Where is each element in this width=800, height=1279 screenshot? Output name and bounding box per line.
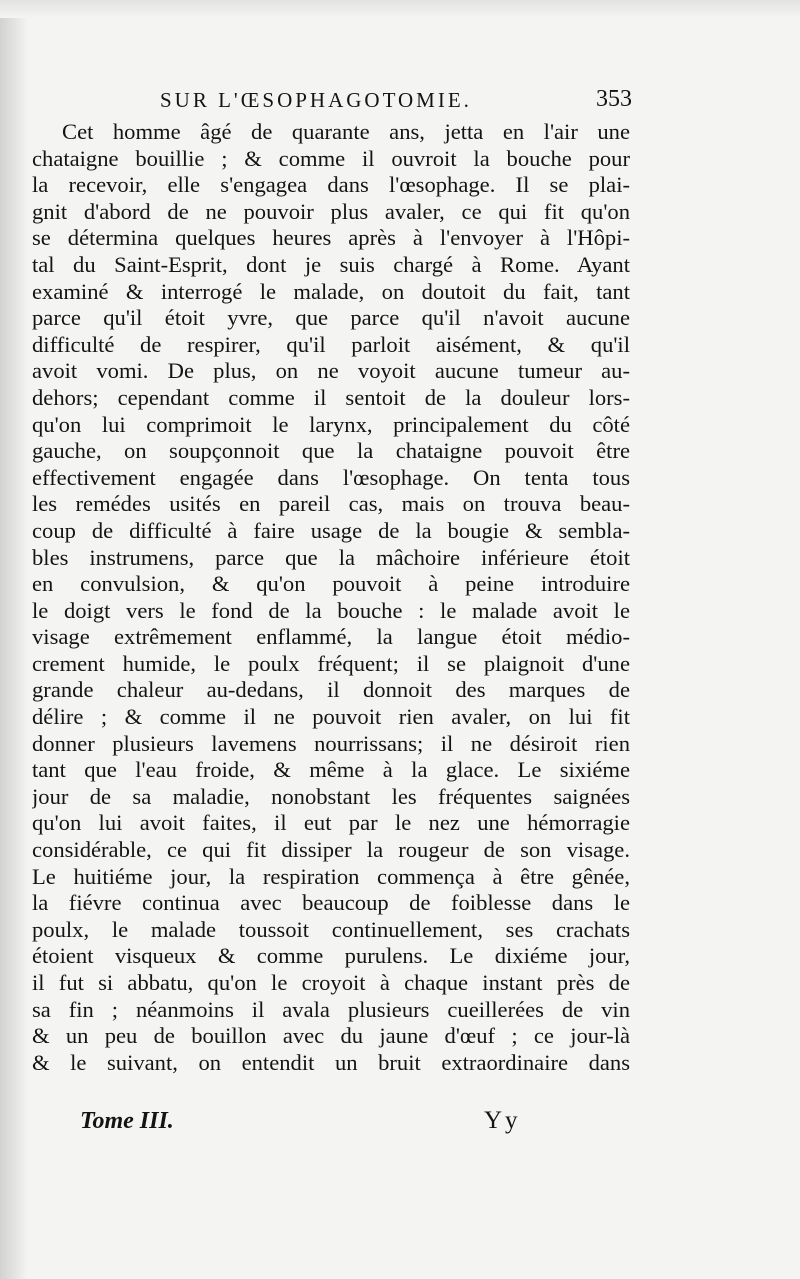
text-line: grande chaleur au-dedans, il donnoit des marques de: [32, 677, 630, 703]
text-line: poulx, le malade toussoit continuellement, ses crachats: [32, 916, 630, 942]
text-line: en convulsion, & qu'on pouvoit à peine introduire: [32, 571, 630, 597]
text-line: le doigt vers le fond de la bouche : le malade avoit le: [32, 597, 630, 623]
text-line: donner plusieurs lavemens nourrissans; il ne désiroit rien: [32, 730, 630, 756]
text-line: bles instrumens, parce que la mâchoire inférieure étoit: [32, 544, 630, 570]
text-line: Le huitiéme jour, la respiration commença à être gênée,: [32, 863, 630, 889]
text-line: délire ; & comme il ne pouvoit rien avaler, on lui fit: [32, 704, 630, 730]
text-line: tant que l'eau froide, & même à la glace. Le sixiéme: [32, 757, 630, 783]
body-text: [32, 119, 630, 1076]
text-line: dehors; cependant comme il sentoit de la douleur lors-: [32, 384, 630, 410]
text-line: crement humide, le poulx fréquent; il se plaignoit d'une: [32, 650, 630, 676]
text-line: la fiévre continua avec beaucoup de foiblesse dans le: [32, 890, 630, 916]
text-line: considérable, ce qui fit dissiper la rougeur de son visage.: [32, 837, 630, 863]
text-line: effectivement engagée dans l'œsophage. On tenta tous: [32, 464, 630, 490]
volume-label: Tome III.: [80, 1108, 174, 1134]
text-line: gnit d'abord de ne pouvoir plus avaler, ce qui fit qu'on: [32, 198, 630, 224]
page-number: 353: [596, 86, 632, 112]
text-line: qu'on lui avoit faites, il eut par le nez une hémorragie: [32, 810, 630, 836]
signature-mark: Yy: [484, 1107, 521, 1134]
text-line: étoient visqueux & comme purulens. Le dixiéme jour,: [32, 943, 630, 969]
text-line: les remédes usités en pareil cas, mais on trouva beau-: [32, 491, 630, 517]
text-line: se détermina quelques heures après à l'envoyer à l'Hôpi-: [32, 225, 630, 251]
text-line: avoit vomi. De plus, on ne voyoit aucune tumeur au-: [32, 358, 630, 384]
text-line: la recevoir, elle s'engagea dans l'œsophage. Il se plai-: [32, 172, 630, 198]
text-line: difficulté de respirer, qu'il parloit aisément, & qu'il: [32, 331, 630, 357]
text-line: Cet homme âgé de quarante ans, jetta en l'air une: [62, 119, 630, 144]
text-line: examiné & interrogé le malade, on doutoit du fait, tant: [32, 278, 630, 304]
running-head: SUR L'ŒSOPHAGOTOMIE.: [160, 88, 472, 112]
text-line: coup de difficulté à faire usage de la bougie & sembla-: [32, 517, 630, 543]
text-line: il fut si abbatu, qu'on le croyoit à chaque instant près de: [32, 970, 630, 995]
text-line: gauche, on soupçonnoit que la chataigne pouvoit être: [32, 438, 630, 464]
page-top-shadow: [0, 0, 800, 18]
text-line: & un peu de bouillon avec du jaune d'œuf ; ce jour-là: [32, 1023, 630, 1049]
text-line: & le suivant, on entendit un bruit extraordinaire dans: [32, 1049, 630, 1075]
text-line: tal du Saint-Esprit, dont je suis chargé à Rome. Ayant: [32, 251, 630, 277]
text-line: chataigne bouillie ; & comme il ouvroit la bouche pour: [32, 145, 630, 171]
text-line: jour de sa maladie, nonobstant les fréquentes saignées: [32, 783, 630, 809]
text-line: visage extrêmement enflammé, la langue étoit médio-: [32, 624, 630, 650]
text-line: sa fin ; néanmoins il avala plusieurs cueillerées de vin: [32, 996, 630, 1022]
text-line: parce qu'il étoit yvre, que parce qu'il n'avoit aucune: [32, 305, 630, 331]
text-line: qu'on lui comprimoit le larynx, principalement du côté: [32, 411, 630, 437]
page-edge-shadow: [0, 0, 28, 1279]
